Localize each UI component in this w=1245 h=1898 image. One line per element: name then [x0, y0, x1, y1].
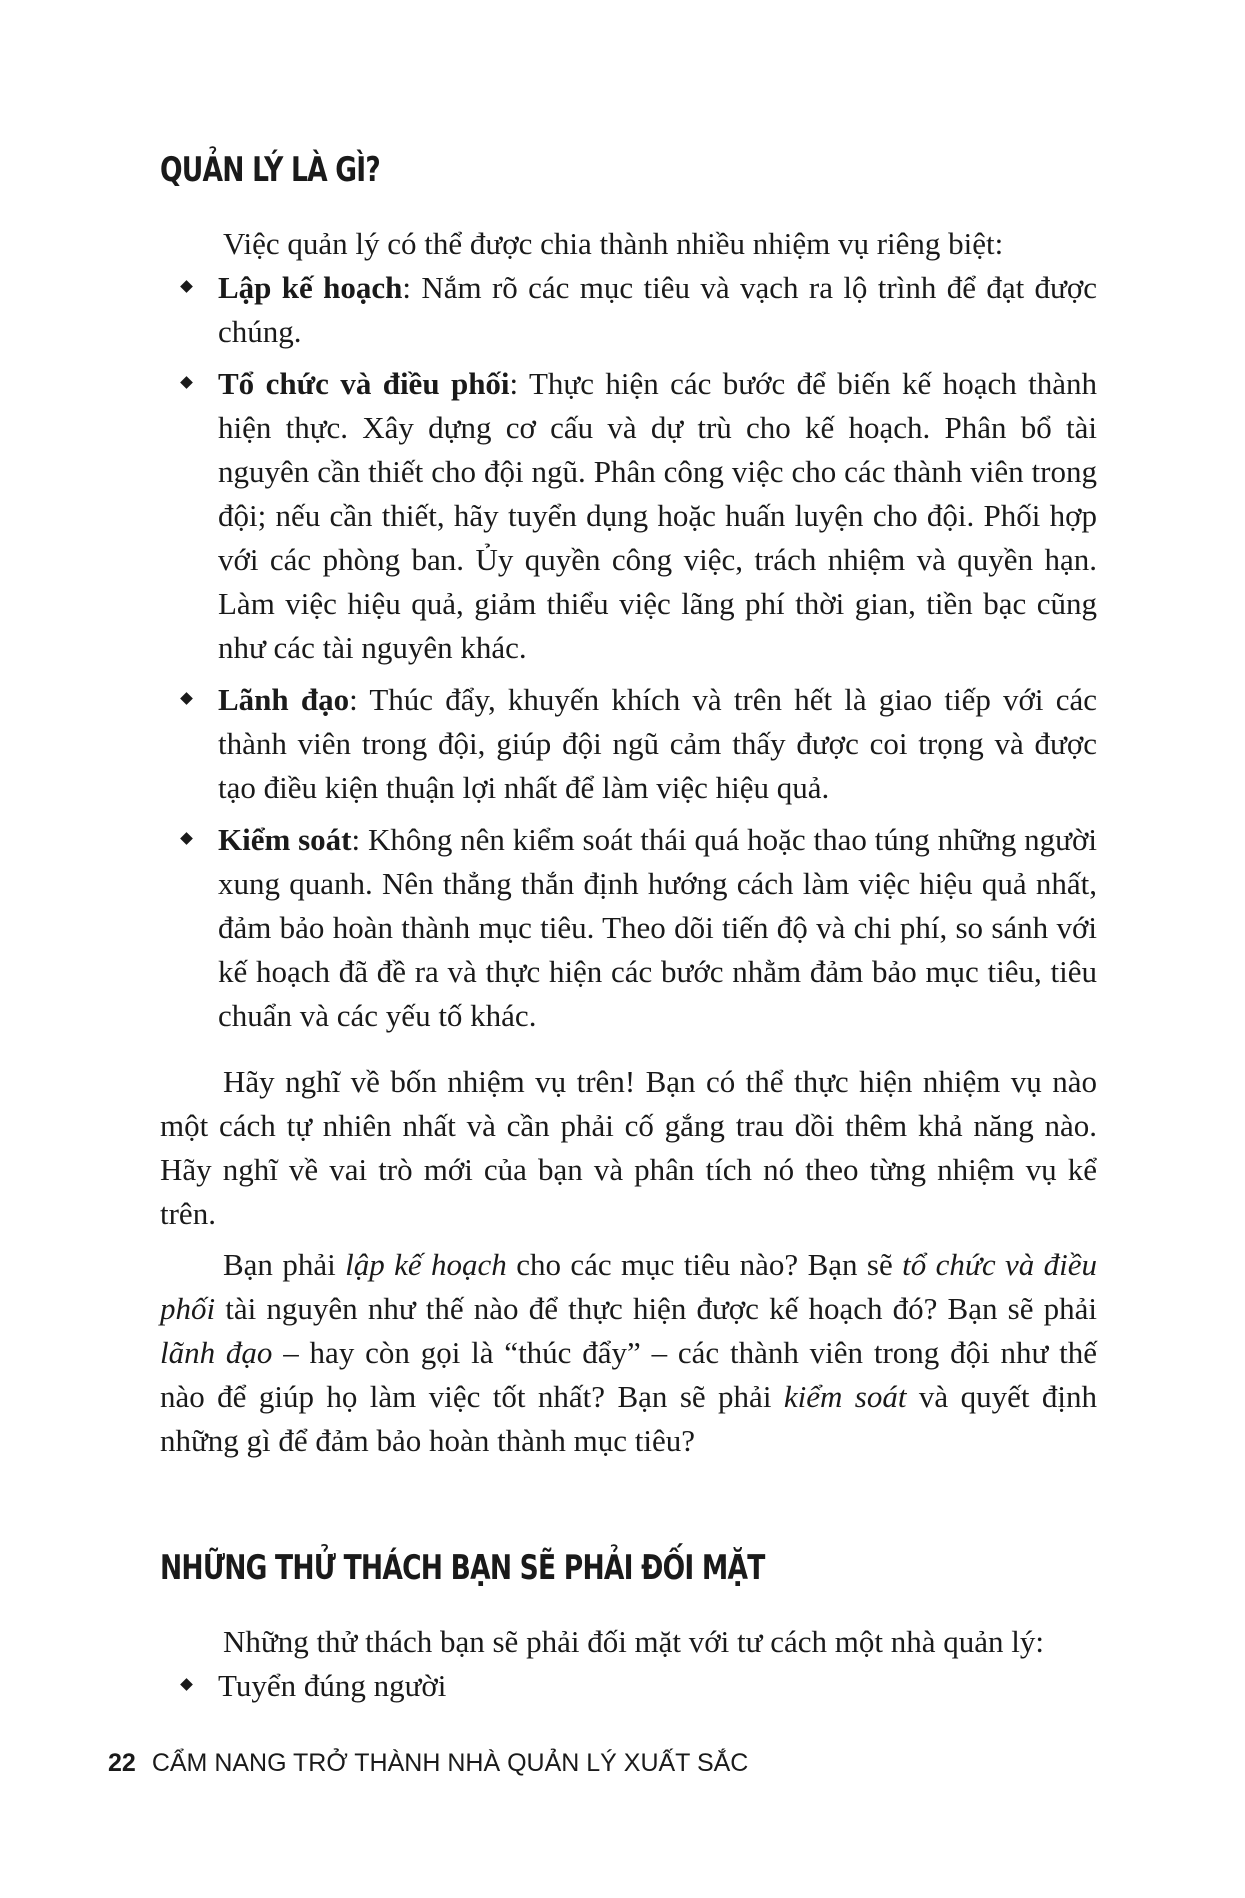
bullet-text: : Thúc đẩy, khuyến khích và trên hết là giao tiếp với các thành viên trong đội, giúp đội ngũ cảm thấy được coi trọng và được tạo điều kiện thuận lợi nhất để làm việc hiệu quả.: [218, 682, 1098, 805]
section-heading-challenges: NHỮNG THỬ THÁCH BẠN SẼ PHẢI ĐỐI MẶT: [160, 1548, 765, 1588]
paragraph-reflect: Hãy nghĩ về bốn nhiệm vụ trên! Bạn có thể thực hiện nhiệm vụ nào một cách tự nhiên nhất và cần phải cố gắng trau dồi thêm khả năng nào. Hãy nghĩ về vai trò mới của bạn và phân tích nó theo từng nhiệm vụ kể trên.: [160, 1064, 1097, 1231]
book-title: CẨM NANG TRỞ THÀNH NHÀ QUẢN LÝ XUẤT SẮC: [151, 1749, 749, 1777]
page-footer: [108, 1749, 748, 1778]
bullet-term: Lập kế hoạch: [218, 270, 403, 305]
section-heading-what-is-management: QUẢN LÝ LÀ GÌ?: [160, 150, 380, 190]
section-intro: Việc quản lý có thể được chia thành nhiều nhiệm vụ riêng biệt:: [223, 226, 1004, 261]
page-number: 22: [108, 1749, 136, 1777]
bullet-term: Tổ chức và điều phối: [218, 366, 510, 401]
bullet-diamond-icon: [180, 832, 193, 845]
bullet-diamond-icon: [180, 376, 193, 389]
bullet-organizing: [218, 362, 1097, 670]
bullet-planning: [218, 266, 1097, 354]
bullet-hiring: [218, 1664, 1097, 1708]
bullet-diamond-icon: [180, 692, 193, 705]
bullet-term: Lãnh đạo: [218, 682, 350, 717]
bullet-diamond-icon: [180, 1678, 193, 1691]
bullet-diamond-icon: [180, 280, 193, 293]
bullet-leading: [218, 678, 1097, 810]
bullet-text: : Thực hiện các bước để biến kế hoạch thành hiện thực. Xây dựng cơ cấu và dự trù cho kế hoạch. Phân bổ tài nguyên cần thiết cho đội ngũ. Phân công việc cho các thành viên trong đội; nếu cần thiết, hãy tuyển dụng hoặc huấn luyện cho đội. Phối hợp với các phòng ban. Ủy quyền công việc, trách nhiệm và quyền hạn. Làm việc hiệu quả, giảm thiểu việc lãng phí thời gian, tiền bạc cũng như các tài nguyên khác.: [218, 366, 1097, 665]
bullet-text: Tuyển đúng người: [218, 1668, 447, 1703]
bullet-text: : Nắm rõ các mục tiêu và vạch ra lộ trình để đạt được chúng.: [218, 270, 1097, 349]
bullet-term: Kiểm soát: [218, 822, 352, 857]
paragraph-questions: Bạn phải lập kế hoạch cho các mục tiêu nào? Bạn sẽ tổ chức và điều phối tài nguyên như thế nào để thực hiện được kế hoạch đó? Bạn sẽ phải lãnh đạo – hay còn gọi là “thúc đẩy” – các thành viên trong đội như thế nào để giúp họ làm việc tốt nhất? Bạn sẽ phải kiểm soát và quyết định những gì để đảm bảo hoàn thành mục tiêu?: [160, 1247, 1098, 1458]
bullet-text: : Không nên kiểm soát thái quá hoặc thao túng những người xung quanh. Nên thẳng thắn định hướng cách làm việc hiệu quả nhất, đảm bảo hoàn thành mục tiêu. Theo dõi tiến độ và chi phí, so sánh với kế hoạch đã đề ra và thực hiện các bước nhằm đảm bảo mục tiêu, tiêu chuẩn và các yếu tố khác.: [218, 822, 1097, 1033]
section-intro: Những thử thách bạn sẽ phải đối mặt với tư cách một nhà quản lý:: [223, 1624, 1044, 1659]
bullet-controlling: [218, 818, 1097, 1038]
